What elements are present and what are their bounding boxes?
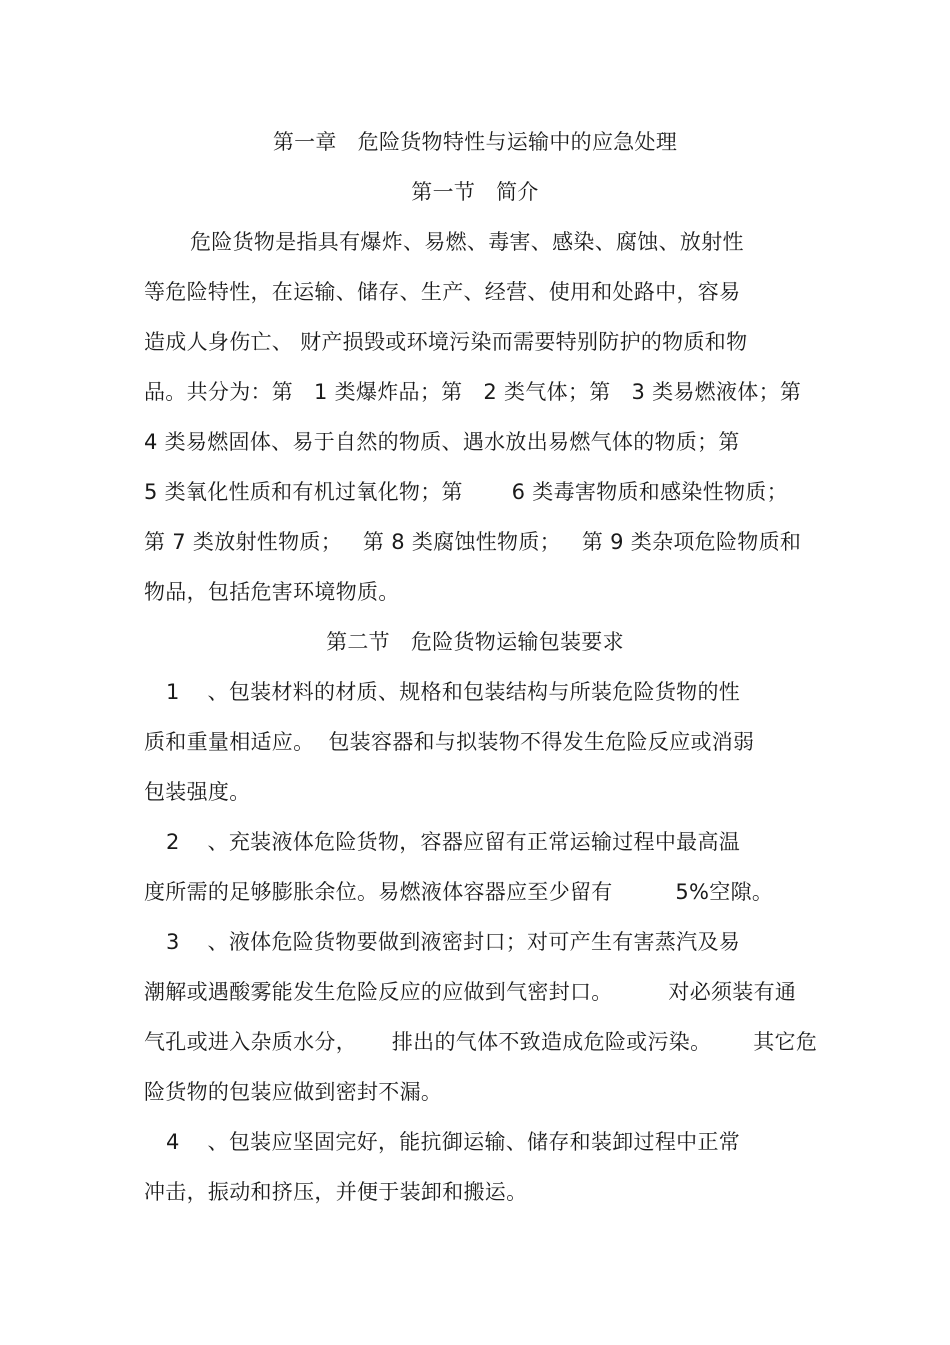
section-1-title: 第一节 简介 — [411, 180, 539, 204]
list-item-line: 2 、充装液体危险货物，容器应留有正常运输过程中最高温 — [166, 830, 741, 854]
paragraph-line: 品。共分为：第 1 类爆炸品；第 2 类气体；第 3 类易燃液体；第 — [144, 380, 802, 404]
section-2-title: 第二节 危险货物运输包装要求 — [326, 630, 624, 654]
list-item-line: 1 、包装材料的材质、规格和包装结构与所装危险货物的性 — [166, 680, 741, 704]
list-item-line: 3 、液体危险货物要做到液密封口；对可产生有害蒸汽及易 — [166, 930, 741, 954]
paragraph-line: 第 7 类放射性物质； 第 8 类腐蚀性物质； 第 9 类杂项危险物质和 — [144, 530, 802, 554]
list-item-line: 质和重量相适应。 包装容器和与拟装物不得发生危险反应或消弱 — [144, 730, 755, 754]
list-item-line: 冲击，振动和挤压，并便于装卸和搬运。 — [144, 1180, 528, 1204]
list-item-line: 包装强度。 — [144, 780, 251, 804]
paragraph-line: 4 类易燃固体、易于自然的物质、遇水放出易燃气体的物质；第 — [144, 430, 740, 454]
list-item-line: 险货物的包装应做到密封不漏。 — [144, 1080, 443, 1104]
paragraph-line: 5 类氧化性质和有机过氧化物；第 6 类毒害物质和感染性物质； — [144, 480, 788, 504]
list-item-line: 度所需的足够膨胀余位。易燃液体容器应至少留有 5%空隙。 — [144, 880, 774, 904]
paragraph-line: 造成人身伤亡、 财产损毁或环境污染而需要特别防护的物质和物 — [144, 330, 748, 354]
list-item-line: 4 、包装应坚固完好，能抗御运输、储存和装卸过程中正常 — [166, 1130, 741, 1154]
paragraph-line: 物品，包括危害环境物质。 — [144, 580, 400, 604]
list-item-line: 潮解或遇酸雾能发生危险反应的应做到气密封口。 对必须装有通 — [144, 980, 797, 1004]
list-item-line: 气孔或进入杂质水分， 排出的气体不致造成危险或污染。 其它危 — [144, 1030, 818, 1054]
paragraph-line: 等危险特性，在运输、储存、生产、经营、使用和处路中，容易 — [144, 280, 741, 304]
chapter-title: 第一章 危险货物特性与运输中的应急处理 — [272, 130, 678, 154]
paragraph-line: 危险货物是指具有爆炸、易燃、毒害、感染、腐蚀、放射性 — [190, 230, 744, 254]
